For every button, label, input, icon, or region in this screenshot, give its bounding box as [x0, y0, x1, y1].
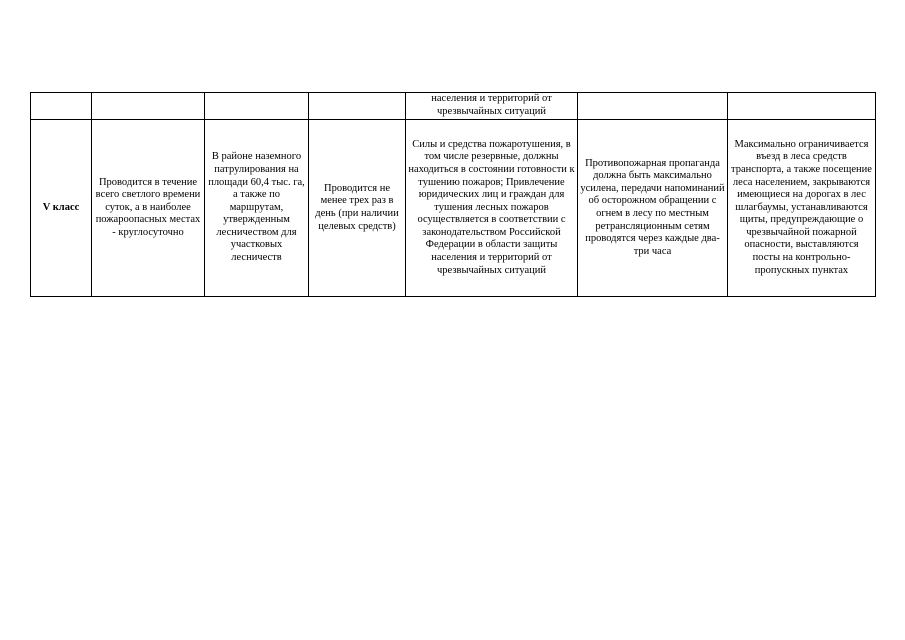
table-cell: [578, 93, 728, 120]
fire-class-cell: V класс: [31, 120, 92, 297]
table-cell: Противопожарная пропаганда должна быть максимально усилена, передачи напоминаний об осторожном обращении с огнем в лесу по местным ретрансляционным сетям проводятся через каждые два-три часа: [578, 120, 728, 297]
table-cell: [309, 93, 406, 120]
table-row: [31, 120, 876, 297]
table-cell: Силы и средства пожаротушения, в том числе резервные, должны находиться в состоянии готовности к тушению пожаров; Привлечение юридических лиц и граждан для тушения лесных пожаров осуществляется в соответствии с законодательством Российской Федерации в области защиты населения и территорий от чрезвычайных ситуаций: [406, 120, 578, 297]
table-cell: В районе наземного патрулирования на площади 60,4 тыс. га, а также по маршрутам, утвержденным лесничеством для участковых лесничеств: [205, 120, 309, 297]
table-cell: [31, 93, 92, 120]
fire-danger-measures-table: [30, 92, 876, 297]
table-cell: [205, 93, 309, 120]
table-cell: [92, 93, 205, 120]
table-cell: [728, 93, 876, 120]
table-row: [31, 93, 876, 120]
table-cell: Проводится не менее трех раз в день (при наличии целевых средств): [309, 120, 406, 297]
table-cell: Проводится в течение всего светлого времени суток, а в наиболее пожароопасных местах - круглосуточно: [92, 120, 205, 297]
table-cell: Максимально ограничивается въезд в леса средств транспорта, а также посещение леса населением, закрываются имеющиеся на дорогах в лес шлагбаумы, устанавливаются щиты, предупреждающие о чрезвычайной пожарной опасности, выставляются посты на контрольно-пропускных пунктах: [728, 120, 876, 297]
table-cell: населения и территорий от чрезвычайных ситуаций: [406, 93, 578, 120]
